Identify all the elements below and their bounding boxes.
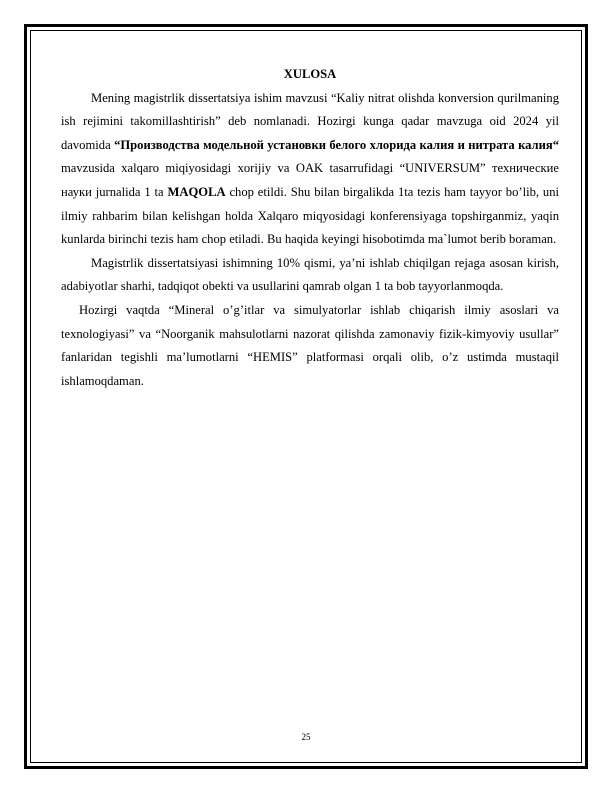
paragraph-1-text-b: mavzusida xalqaro miqiyosidagi xorijiy va OAK tasarrufidagi “UNIVERSUM” технические науки jurnalida 1 ta xyxy=(61,161,559,199)
paragraph-1-text-a: Mening magistrlik dissertatsiya ishim mavzusi “Kaliy nitrat olishda konversion qurilmaning ish rejimini takomillashtirish” deb nomlanadi. Hozirgi kunga qadar mavzuga oid 2024 yil davomida xyxy=(61,90,559,152)
page-number: 25 xyxy=(301,732,311,742)
paragraph-1-text-c: chop etildi. Shu bilan birgalikda 1ta tezis ham tayyor bo’lib, uni ilmiy rahbarim bilan kelishgan holda Xalqaro miqyosidagi konferensiyaga topshirganmiz, yaqin kunlarda birinchi tezis ham chop etiladi. Bu haqida keyingi hisobotimda ma`lumot berib boraman. xyxy=(61,184,559,247)
document-body xyxy=(61,63,559,393)
paragraph-1 xyxy=(61,87,559,252)
paragraph-3: Hozirgi vaqtda “Mineral o’g’itlar va simulyatorlar ishlab chiqarish ilmiy asoslari va texnologiyasi” va “Noorganik mahsulotlarni nazorat qilishda zamonaviy fizik-kimyoviy usullar” fanlaridan tegishli ma’lumotlarni “HEMIS” platformasi orqali olib, o’z ustimda mustaqil ishlamoqdaman. xyxy=(61,302,559,388)
section-title: XULOSA xyxy=(283,67,337,81)
paragraph-1-bold-topic: “Производства модельной установки белого хлорида калия и нитрата калия“ xyxy=(114,137,559,152)
paragraph-1-bold-article: MAQOLA xyxy=(167,184,226,199)
paragraph-2: Magistrlik dissertatsiyasi ishimning 10% qismi, ya’ni ishlab chiqilgan rejaga asosan kirish, adabiyotlar sharhi, tadqiqot obekti va usullarini qamrab olgan 1 ta bob tayyorlanmoqda. xyxy=(61,255,559,294)
